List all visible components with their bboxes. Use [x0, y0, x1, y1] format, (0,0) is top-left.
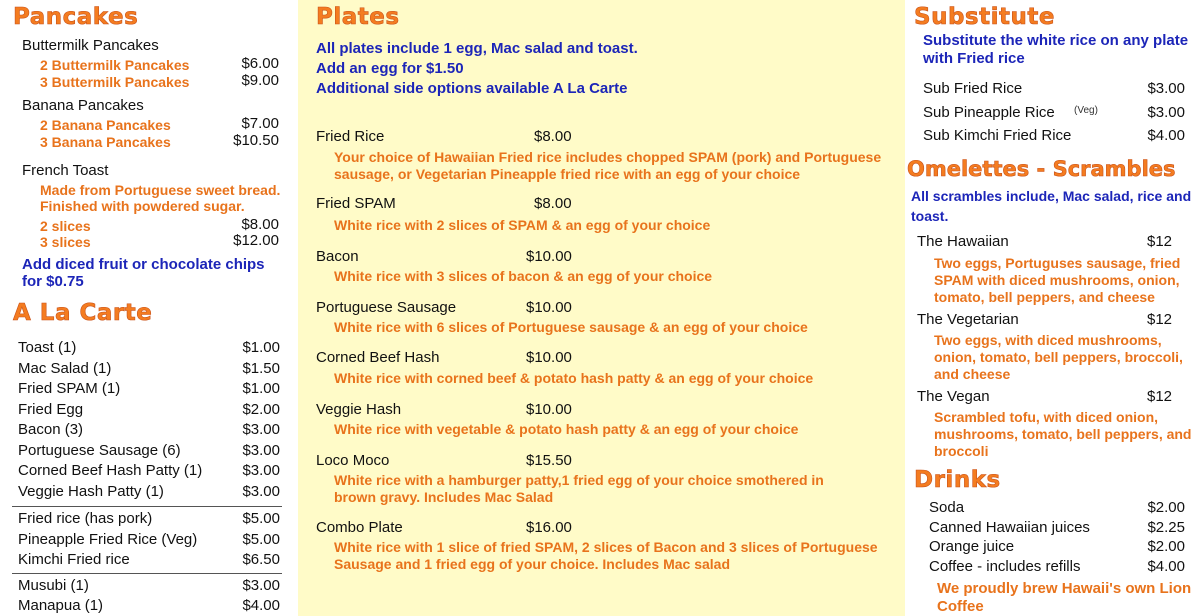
- french-toast-desc-line2: Finished with powdered sugar.: [40, 198, 245, 214]
- toast-2-price: $8.00: [241, 216, 279, 233]
- substitute-item-name: Sub Fried Rice: [923, 80, 1023, 97]
- plate-name: Portuguese Sausage: [316, 299, 457, 316]
- plate-price: $8.00: [534, 195, 572, 212]
- plate-description: White rice with 6 slices of Portuguese sausage & an egg of your choice: [334, 319, 808, 335]
- banana-pancakes-label: Banana Pancakes: [22, 97, 144, 114]
- banana-3-price: $10.50: [233, 132, 279, 149]
- omelette-description: Scrambled tofu, with diced onion, mushrooms, tomato, bell peppers, and broccoli: [934, 409, 1192, 459]
- omelettes-heading: Omelettes - Scrambles: [907, 157, 1176, 181]
- drink-price: $4.00: [1147, 558, 1185, 575]
- alacarte-row: Musubi (1) $3.00: [18, 577, 280, 594]
- buttermilk-pancakes-label: Buttermilk Pancakes: [22, 37, 159, 54]
- banana-2-label: 2 Banana Pancakes: [40, 117, 171, 133]
- drink-price: $2.00: [1147, 499, 1185, 516]
- plate-description: White rice with 1 slice of fried SPAM, 2 slices of Bacon and 3 slices of Portuguese Sausage and 1 fried egg of your choice. Includes Mac salad: [334, 539, 878, 572]
- omelette-description: Two eggs, with diced mushrooms, onion, tomato, bell peppers, broccoli, and cheese: [934, 332, 1183, 382]
- addon-note-line1: Add diced fruit or chocolate chips: [22, 256, 265, 273]
- drink-name: Orange juice: [929, 538, 1015, 555]
- alacarte-row: Fried rice (has pork) $5.00: [18, 510, 280, 527]
- addon-note-line2: for $0.75: [22, 273, 84, 290]
- plate-description: White rice with a hamburger patty,1 fried egg of your choice smothered in brown gravy. Includes Mac Salad: [334, 472, 824, 505]
- substitute-heading: Substitute: [914, 4, 1055, 30]
- buttermilk-2-label: 2 Buttermilk Pancakes: [40, 57, 190, 73]
- plates-intro-line1: All plates include 1 egg, Mac salad and toast.: [316, 40, 638, 57]
- french-toast-label: French Toast: [22, 162, 109, 179]
- right-column: [905, 0, 1200, 616]
- alacarte-row: Portuguese Sausage (6) $3.00: [18, 441, 280, 459]
- substitute-item-name: Sub Kimchi Fried Rice: [923, 127, 1072, 144]
- veg-note: (Veg): [1074, 105, 1098, 116]
- drink-price: $2.00: [1147, 538, 1185, 555]
- toast-3-price: $12.00: [233, 232, 279, 249]
- plate-price: $10.00: [526, 349, 572, 366]
- drinks-heading: Drinks: [914, 467, 1001, 493]
- french-toast-desc-line1: Made from Portuguese sweet bread.: [40, 182, 281, 198]
- plate-name: Loco Moco: [316, 452, 390, 469]
- toast-2-label: 2 slices: [40, 218, 91, 234]
- drink-name: Coffee - includes refills: [929, 558, 1081, 575]
- plate-name: Bacon: [316, 248, 359, 265]
- plates-intro-line3: Additional side options available A La Carte: [316, 80, 628, 97]
- alacarte-row: Kimchi Fried rice $6.50: [18, 551, 280, 568]
- plate-price: $10.00: [526, 401, 572, 418]
- plate-description: White rice with vegetable & potato hash patty & an egg of your choice: [334, 421, 799, 437]
- substitute-item-price: $4.00: [1147, 127, 1185, 144]
- plate-name: Veggie Hash: [316, 401, 402, 418]
- alacarte-group-3: [18, 577, 280, 616]
- buttermilk-3-label: 3 Buttermilk Pancakes: [40, 74, 190, 90]
- plates-intro-line2: Add an egg for $1.50: [316, 60, 464, 77]
- alacarte-heading: A La Carte: [13, 300, 153, 326]
- pancakes-heading: Pancakes: [13, 4, 139, 30]
- alacarte-row: Fried SPAM (1) $1.00: [18, 380, 280, 397]
- alacarte-row: Manapua (1) $4.00: [18, 597, 280, 614]
- substitute-item-name: Sub Pineapple Rice: [923, 104, 1055, 121]
- alacarte-row: Toast (1) $1.00: [18, 339, 280, 356]
- divider: [12, 573, 282, 574]
- alacarte-group-2: [18, 510, 280, 572]
- left-column: [0, 0, 298, 616]
- omelette-name: The Hawaiian: [917, 233, 1009, 250]
- alacarte-row: Fried Egg $2.00: [18, 400, 280, 418]
- omelette-price: $12: [1147, 233, 1173, 250]
- alacarte-group-1: [18, 339, 280, 503]
- plates-column: [298, 0, 905, 616]
- drink-price: $2.25: [1147, 519, 1185, 536]
- substitute-intro: Substitute the white rice on any plate with Fried rice: [923, 32, 1189, 67]
- plate-price: $8.00: [534, 128, 572, 145]
- toast-3-label: 3 slices: [40, 234, 91, 250]
- plate-description: White rice with 3 slices of bacon & an egg of your choice: [334, 268, 713, 284]
- plate-price: $10.00: [526, 248, 572, 265]
- plate-description: Your choice of Hawaiian Fried rice includes chopped SPAM (pork) and Portuguese sausage, or Vegetarian Pineapple fried rice with an egg of your choice: [334, 149, 882, 182]
- divider: [12, 506, 282, 507]
- alacarte-row: Mac Salad (1) $1.50: [18, 359, 280, 377]
- alacarte-row: Bacon (3) $3.00: [18, 421, 280, 438]
- omelette-name: The Vegan: [917, 388, 990, 405]
- plate-description: White rice with 2 slices of SPAM & an egg of your choice: [334, 217, 711, 233]
- omelette-price: $12: [1147, 311, 1173, 328]
- plate-price: $10.00: [526, 299, 572, 316]
- plate-name: Combo Plate: [316, 519, 403, 536]
- plates-heading: Plates: [316, 4, 400, 30]
- lion-coffee-note: We proudly brew Hawaii's own Lion Coffee: [937, 580, 1192, 615]
- plate-name: Corned Beef Hash: [316, 349, 440, 366]
- banana-2-price: $7.00: [241, 115, 279, 132]
- drink-name: Soda: [929, 499, 965, 516]
- omelette-description: Two eggs, Portuguses sausage, fried SPAM with diced mushrooms, onion, tomato, bell peppers, and cheese: [934, 255, 1181, 305]
- buttermilk-3-price: $9.00: [241, 72, 279, 89]
- plate-name: Fried SPAM: [316, 195, 396, 212]
- omelettes-intro: All scrambles include, Mac salad, rice and toast.: [911, 188, 1192, 224]
- plate-price: $16.00: [526, 519, 572, 536]
- omelette-name: The Vegetarian: [917, 311, 1019, 328]
- alacarte-row: Veggie Hash Patty (1) $3.00: [18, 482, 280, 500]
- alacarte-row: Corned Beef Hash Patty (1) $3.00: [18, 462, 280, 479]
- buttermilk-2-price: $6.00: [241, 55, 279, 72]
- banana-3-label: 3 Banana Pancakes: [40, 134, 171, 150]
- plate-description: White rice with corned beef & potato hash patty & an egg of your choice: [334, 370, 814, 386]
- substitute-item-price: $3.00: [1147, 104, 1185, 121]
- omelette-price: $12: [1147, 388, 1173, 405]
- substitute-item-price: $3.00: [1147, 80, 1185, 97]
- plate-price: $15.50: [526, 452, 572, 469]
- drink-name: Canned Hawaiian juices: [929, 519, 1090, 536]
- plate-name: Fried Rice: [316, 128, 385, 145]
- alacarte-row: Pineapple Fried Rice (Veg) $5.00: [18, 530, 280, 548]
